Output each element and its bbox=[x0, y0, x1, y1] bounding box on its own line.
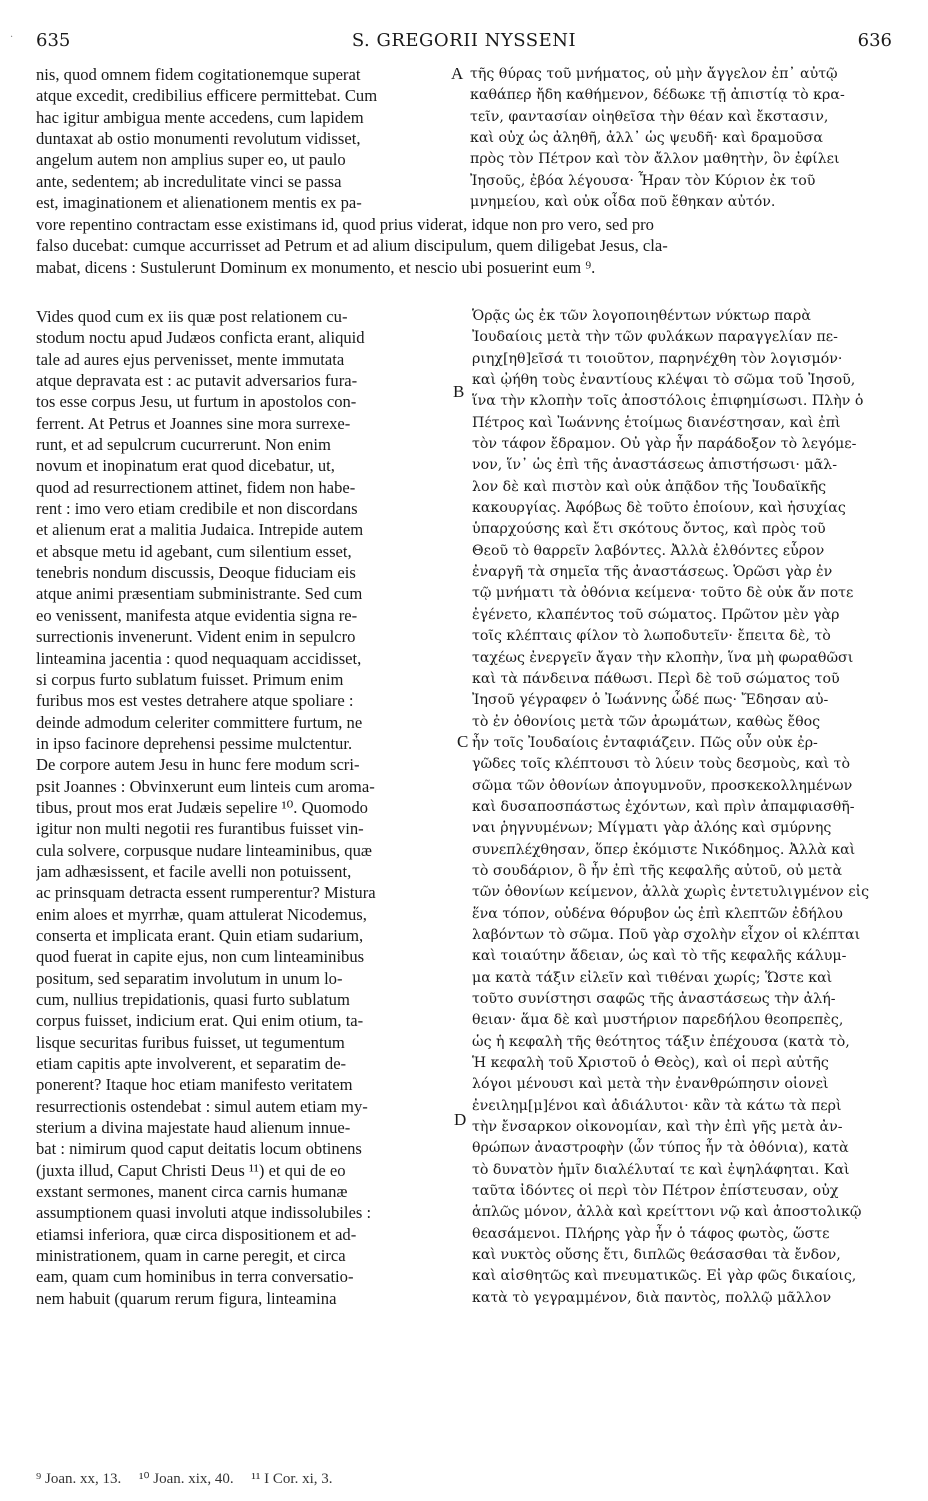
page-title: S. GREGORII NYSSENI bbox=[351, 30, 577, 51]
text-line: tale ad aures ejus pervenisset, mente immutata bbox=[36, 349, 345, 369]
text-line: hac igitur ambigua mente accedens, cum lapidem bbox=[36, 107, 364, 127]
text-line: καὶ δυσαποσπάστως ἐχόντων, καὶ πρὶν ἀπαμφιασθῆ- bbox=[472, 798, 855, 815]
text-line: tenebris nondum discussis, Deoque fiduciam eis bbox=[36, 563, 356, 583]
text-line: καθάπερ ἤδη καθήμενον, δέδωκε τῇ ἀπιστίᾳ τὸ κρα- bbox=[470, 87, 845, 104]
text-line: τῷ μνήματι τὰ ὀθόνια κείμενα· τοῦτο δὲ οὐκ ἄν ποτε bbox=[472, 585, 854, 602]
margin-marker-b: B bbox=[453, 382, 465, 401]
text-line: tos esse corpus Jesu, ut furtum in apostolos con- bbox=[36, 392, 357, 412]
text-line: atque animi præsentiam subministrante. Sed cum bbox=[36, 584, 363, 604]
text-line: si corpus furto sublatum fuisset. Primum enim bbox=[36, 669, 344, 689]
text-line: κακουργίας. Ἀφόβως δὲ τοῦτο ἐποίουν, καὶ ἡσυχίας bbox=[472, 500, 846, 517]
text-line: nem habuit (quarum rerum figura, linteamina bbox=[36, 1288, 337, 1308]
text-line: τὸ δυνατὸν ἡμῖν διαλέλυταί τε καὶ ἐψηλάφηται. Καὶ bbox=[472, 1161, 850, 1178]
text-line: falso ducebat: cumque accurrisset ad Petrum et ad alium discipulum, quem diligebat Jesus, cla- bbox=[36, 236, 668, 256]
text-line: ἁπλῶς μόνον, ἀλλὰ καὶ κρείττονι νῷ καὶ ἀποστολικῷ bbox=[472, 1204, 862, 1221]
text-line: conserta et implicata erant. Quin etiam sudarium, bbox=[36, 925, 364, 945]
latin-full-width-passage bbox=[36, 214, 892, 278]
text-line: nis, quod omnem fidem cogitationemque superat bbox=[36, 65, 361, 84]
scan-mark: · bbox=[10, 32, 14, 43]
text-line: (juxta illud, Caput Christi Deus ¹¹) et qui de eo bbox=[36, 1160, 346, 1180]
text-line: τὴν ἔνσαρκον οἰκονομίαν, καὶ τὴν ἐπὶ γῆς μετὰ ἀν- bbox=[472, 1119, 843, 1136]
text-line: ριηχ[ηθ]εῖσά τι τοιοῦτον, παρηνέχθη τὸν λογισμόν· bbox=[472, 350, 843, 367]
text-line: jam adhæsissent, et facile avelli non potuissent, bbox=[36, 861, 352, 881]
page-number-left: 635 bbox=[36, 30, 71, 51]
text-line: duntaxat ab ostio monumenti revolutum vidisset, bbox=[36, 129, 361, 149]
text-line: stodum noctu apud Judæos conficta erant, aliquid bbox=[36, 328, 365, 348]
text-line: ἐνειλημ[μ]ένοι καὶ ἀδιάλυτοι· κἂν τὰ κάτω τὰ περὶ bbox=[472, 1097, 842, 1114]
text-line: tibus, prout mos erat Judæis sepelire ¹⁰. Quomodo bbox=[36, 797, 368, 817]
text-line: novum et inopinatum erat quod dicebatur, ut, bbox=[36, 456, 335, 476]
text-line: καὶ ᾠήθη τοὺς ἐναντίους κλέψαι τὸ σῶμα τοῦ Ἰησοῦ, bbox=[472, 372, 856, 389]
text-line: resurrectionis ostendebat : simul autem etiam my- bbox=[36, 1096, 368, 1116]
text-line: ἕνα τόπον, οὐδένα θόρυβον ὡς ἐπὶ κλεπτῶν ἐδήλου bbox=[472, 905, 843, 922]
text-line: πρὸς τὸν Πέτρον καὶ τὸν ἄλλον μαθητὴν, ὃν ἐφίλει bbox=[470, 151, 840, 168]
text-line: et alienum erat a malitia Judaica. Intrepide autem bbox=[36, 520, 364, 540]
text-line: furibus mos est vestes detrahere atque spoliare : bbox=[36, 691, 354, 711]
text-line: μνημείου, καὶ οὐκ οἶδα ποῦ ἔθηκαν αὐτόν. bbox=[470, 194, 776, 211]
text-line: κατὰ τὸ γεγραμμένον, διὰ παντὸς, πολλῷ μᾶλλον bbox=[472, 1289, 832, 1306]
footnotes bbox=[36, 1469, 892, 1488]
text-line: eam, quam cum hominibus in terra conversatio- bbox=[36, 1267, 354, 1287]
text-line: καὶ αἰσθητῶς καὶ πνευματικῶς. Εἰ γὰρ φῶς δικαίοις, bbox=[472, 1268, 857, 1285]
text-line: eo venissent, manifesta atque evidentia signa re- bbox=[36, 605, 358, 625]
text-line: Ἡ κεφαλὴ τοῦ Χριστοῦ ὁ Θεὸς), καὶ οἱ περὶ αὐτῆς bbox=[472, 1055, 829, 1072]
page-number-right: 636 bbox=[857, 30, 892, 51]
text-line: λόγοι μένουσι καὶ μετὰ τὴν ἐνανθρώπησιν οἱονεὶ bbox=[472, 1076, 829, 1093]
text-line: Ἰησοῦς, ἐβόα λέγουσα· Ἦραν τὸν Κύριον ἐκ τοῦ bbox=[470, 172, 816, 189]
text-line: θρώπων ἀναστροφὴν (ὧν τύπος ἦν τὰ ὀθόνια), κατὰ bbox=[472, 1140, 849, 1157]
text-line: cum, nullius trepidationis, quasi furto sublatum bbox=[36, 990, 350, 1009]
text-line: καὶ οὐχ ὡς ἀληθῆ, ἀλλ᾿ ὡς ψευδῆ· καὶ δραμοῦσα bbox=[470, 130, 823, 147]
greek-column-top bbox=[470, 64, 906, 213]
text-line: θεασάμενοι. Πλήρης γὰρ ἦν ὁ τάφος φωτὸς, ὥστε bbox=[472, 1225, 830, 1242]
text-line: τεῖν, φαντασίαν οἰηθεῖσα τὴν θέαν καὶ ἔκστασιν, bbox=[470, 108, 829, 125]
text-line: etiam capitis apte involverent, et separatim de- bbox=[36, 1054, 347, 1074]
text-line: τοῖς κλέπταις φίλον τὸ λωποδυτεῖν· ἔπειτα δὲ, τὸ bbox=[472, 628, 831, 645]
running-header bbox=[36, 30, 892, 54]
text-line: Ἰησοῦ γέγραφεν ὁ Ἰωάννης ὧδέ πως· Ἔδησαν αὐ- bbox=[472, 692, 829, 709]
text-line: quod ad resurrectionem attinet, fidem non habe- bbox=[36, 477, 356, 497]
text-line: καὶ νυκτὸς οὔσης ἔτι, διπλῶς θεάσασθαι τὰ ἔνδον, bbox=[472, 1247, 841, 1264]
text-line: ferrent. At Petrus et Joannes sine mora surrexe- bbox=[36, 413, 351, 433]
text-line: ὑπαρχούσης καὶ ἔτι σκότους ὄντος, καὶ πρὸς τοῦ bbox=[472, 521, 826, 538]
text-line: est, imaginationem et alienationem mentis ex pa- bbox=[36, 193, 362, 213]
text-line: lisque securitas furibus fuisset, ut tegumentum bbox=[36, 1032, 345, 1052]
text-line: τὸν τάφον ἔδραμον. Οὐ γὰρ ἦν παράδοξον τὸ λεγόμε- bbox=[472, 436, 857, 453]
text-line: etiamsi inferiora, quæ circa dispositionem et ad- bbox=[36, 1224, 357, 1244]
text-line: τὸ σουδάριον, ὃ ἦν ἐπὶ τῆς κεφαλῆς αὐτοῦ, οὐ μετὰ bbox=[472, 862, 843, 879]
text-line: ναι ῥηγνυμένων; Μίγματι γὰρ ἀλόης καὶ σμύρνης bbox=[472, 820, 832, 837]
text-line: linteamina jacentia : quod nequaquam accidisset, bbox=[36, 648, 362, 668]
text-line: ἐναργῆ τὰ σημεῖα τῆς ἀναστάσεως. Ὁρῶσι γὰρ ἐν bbox=[472, 564, 833, 581]
text-line: γῶδες τοῖς κλέπτουσι τὸ λύειν τοὺς δεσμοὺς, καὶ τὸ bbox=[472, 756, 850, 773]
greek-column-bottom bbox=[472, 306, 902, 1309]
text-line: De corpore autem Jesu in hunc fere modum scri- bbox=[36, 755, 360, 775]
text-line: ante, sedentem; ab incredulitate vinci se passa bbox=[36, 171, 342, 191]
text-line: vore repentino contractam esse existimans id, quod prius viderat, idque non pro vero, sed pro bbox=[36, 215, 654, 234]
text-line: τῶν ὀθονίων κείμενον, ἀλλὰ χωρὶς ἐντετυλιγμένον εἰς bbox=[472, 884, 870, 901]
text-line: ministrationem, quam in carne peregit, et circa bbox=[36, 1246, 346, 1266]
text-line: ὡς ἡ κεφαλὴ τῆς θεότητος τάξιν ἐπέχουσα (κατὰ τὸ, bbox=[472, 1033, 850, 1050]
text-line: ἦν τοῖς Ἰουδαίοις ἐνταφιάζειν. Πῶς οὖν οὐκ ἐρ- bbox=[472, 734, 818, 751]
text-line: Θεοῦ τὸ θαρρεῖν λαβόντες. Ἀλλὰ ἐλθόντες εὗρον bbox=[472, 542, 825, 559]
text-line: Ὁρᾷς ὡς ἐκ τῶν λογοποιηθέντων νύκτωρ παρὰ bbox=[472, 308, 811, 324]
text-line: ἐγένετο, κλαπέντος τοῦ σώματος. Πρῶτον μὲν γὰρ bbox=[472, 606, 840, 623]
margin-marker-c: C bbox=[457, 732, 469, 751]
text-line: atque depravata est : ac putavit adversarios fura- bbox=[36, 371, 358, 391]
text-line: cula solvere, corpusque nudare linteaminibus, quæ bbox=[36, 840, 372, 860]
text-line: ac prinsquam detracta essent rumperentur? Mistura bbox=[36, 883, 376, 903]
text-line: Ἰουδαίοις μετὰ τὴν τῶν φυλάκων παραγγελίαν πε- bbox=[472, 329, 838, 346]
text-line: λον δὲ καὶ πιστὸν καὶ οὐκ ἀπᾷδον τῆς Ἰουδαϊκῆς bbox=[472, 478, 827, 495]
latin-column-top bbox=[36, 64, 444, 213]
text-line: positum, sed separatim involutum in unum lo- bbox=[36, 968, 343, 988]
text-line: in ipso facinore deprehensi pessime mulctentur. bbox=[36, 733, 353, 753]
text-line: καὶ τὰ πάνδεινα πάθωσι. Περὶ δὲ τοῦ σώματος τοῦ bbox=[472, 670, 840, 687]
text-line: νον, ἵν᾿ ὡς ἐπὶ τῆς ἀναστάσεως ἀπιστήσωσι· μᾶλ- bbox=[472, 457, 838, 474]
text-line: exstant sermones, manent circa carnis humanæ bbox=[36, 1182, 348, 1202]
text-line: runt, et ad sepulcrum cucurrerunt. Non enim bbox=[36, 435, 331, 455]
footnote-9: ⁹ Joan. xx, 13. bbox=[36, 1471, 122, 1487]
text-line: rent : imo vero etiam credibile et non discordans bbox=[36, 499, 358, 519]
text-line: ἵνα τὴν κλοπὴν τοῖς ἀποστόλοις ἐπιφημίσωσι. Πλὴν ὁ bbox=[472, 393, 864, 410]
text-line: τῆς θύρας τοῦ μνήματος, οὐ μὴν ἄγγελον ἐπ᾿ αὐτῷ bbox=[470, 66, 838, 82]
text-line: καὶ τοιαύτην ἄδειαν, ὡς καὶ τὸ τῆς κεφαλῆς κάλυμ- bbox=[472, 948, 847, 965]
text-line: bat : nimirum quod caput deitatis locum obtinens bbox=[36, 1139, 362, 1159]
text-line: συνεπλέχθησαν, ὅπερ ἐκόμιστε Νικόδημος. Ἀλλὰ καὶ bbox=[472, 841, 856, 858]
text-line: mabat, dicens : Sustulerunt Dominum ex monumento, et nescio ubi posuerint eum ⁹. bbox=[36, 257, 596, 277]
text-line: τὸ ἐν ὀθονίοις μετὰ τῶν ἀρωμάτων, καθὼς ἔθος bbox=[472, 713, 821, 730]
text-line: quod fuerat in capite ejus, non cum linteaminibus bbox=[36, 947, 365, 967]
text-line: Vides quod cum ex iis quæ post relationem cu- bbox=[36, 307, 348, 326]
text-line: ταῦτα ἰδόντες οἱ περὶ τὸν Πέτρον ἐπίστευσαν, οὐχ bbox=[472, 1183, 839, 1200]
text-line: igitur non multi negotii res furantibus fuisset vin- bbox=[36, 819, 364, 839]
text-line: θειαν· ἅμα δὲ καὶ μυστήριον παρεδήλου θεοπρεπὲς, bbox=[472, 1012, 844, 1029]
text-line: ponerent? Itaque hoc etiam manifesto veritatem bbox=[36, 1075, 353, 1095]
text-line: deinde admodum celeriter committere furtum, ne bbox=[36, 712, 363, 732]
text-line: σῶμα τῶν ὀθονίων ἀπογυμνοῦν, προσκεκολλημένων bbox=[472, 777, 853, 794]
text-line: et absque metu id agebant, cum silentium esset, bbox=[36, 541, 352, 561]
margin-marker-a: A bbox=[451, 64, 464, 83]
text-line: angelum autem non amplius super eo, ut paulo bbox=[36, 150, 346, 170]
text-line: μα κατὰ τάξιν εἰλεῖν καὶ τιθέναι χωρίς; Ὥστε καὶ bbox=[472, 969, 833, 986]
latin-column-bottom bbox=[36, 306, 446, 1309]
text-line: atque excedit, credibilius efficere permittebat. Cum bbox=[36, 86, 378, 106]
text-line: τοῦτο συνίστησι σαφῶς τῆς ἀναστάσεως τὴν ἀλή- bbox=[472, 991, 836, 1007]
text-line: ταχέως ἐνεργεῖν ἄγαν τὴν κλοπὴν, ἵνα μὴ φωραθῶσι bbox=[472, 649, 854, 666]
text-line: λαβόντων τὸ σῶμα. Ποῦ γὰρ σχολὴν εἶχον οἱ κλέπται bbox=[472, 926, 861, 943]
text-line: Πέτρος καὶ Ἰωάννης ἑτοίμως διανέστησαν, καὶ ἐπὶ bbox=[472, 414, 841, 431]
text-line: corpus fuisset, indicium erat. Qui enim otium, ta- bbox=[36, 1011, 364, 1031]
text-line: enim aloes et myrrhæ, quam attulerat Nicodemus, bbox=[36, 904, 367, 924]
footnote-11: ¹¹ I Cor. xi, 3. bbox=[251, 1471, 333, 1487]
text-line: assumptionem quasi involuti atque indissolubiles : bbox=[36, 1203, 372, 1223]
footnote-10: ¹⁰ Joan. xix, 40. bbox=[138, 1471, 234, 1487]
margin-marker-d: D bbox=[454, 1110, 467, 1129]
text-line: psit Joannes : Obvinxerunt eum linteis cum aroma- bbox=[36, 776, 375, 796]
text-line: sterium a divina majestate haud alienum innue- bbox=[36, 1118, 351, 1138]
text-line: surrectionis invenerunt. Vident enim in sepulcro bbox=[36, 627, 356, 647]
